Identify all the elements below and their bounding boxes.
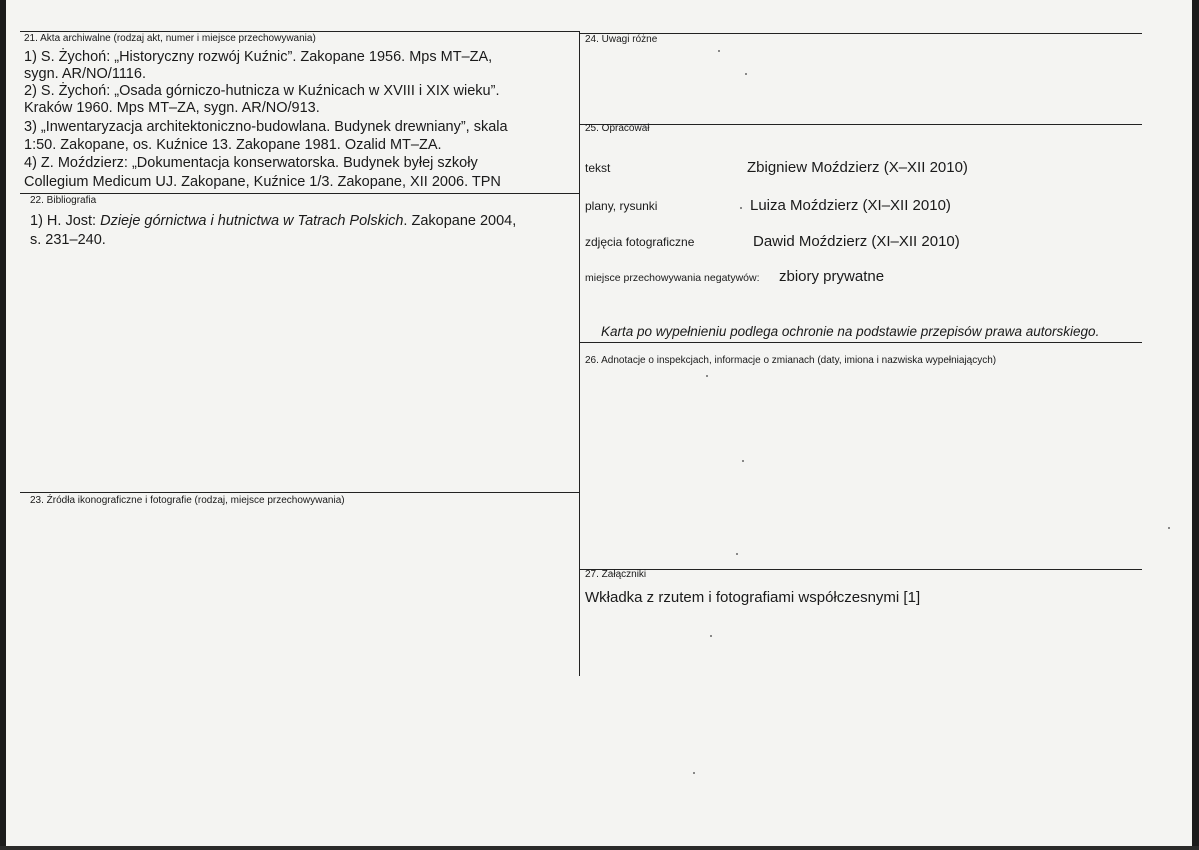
author-plans-value: Luiza Moździerz (XI–XII 2010) bbox=[750, 197, 951, 214]
scan-speck bbox=[718, 50, 720, 52]
scan-speck bbox=[740, 207, 742, 209]
section-25-label: 25. Opracował bbox=[585, 123, 650, 134]
scan-speck bbox=[706, 375, 708, 377]
section-21-line-6: 1:50. Zakopane, os. Kuźnice 13. Zakopane 1981. Ozalid MT–ZA. bbox=[24, 137, 442, 153]
author-photos-value: Dawid Moździerz (XI–XII 2010) bbox=[753, 233, 960, 250]
section-21-line-5: 3) „Inwentaryzacja architektoniczno-budowlana. Budynek drewniany”, skala bbox=[24, 119, 508, 135]
author-role-text: tekst bbox=[585, 161, 611, 175]
section-22-label: 22. Bibliografia bbox=[30, 195, 97, 206]
bibliography-entry-suffix: . Zakopane 2004, bbox=[403, 213, 517, 229]
rule-24-25 bbox=[579, 124, 1142, 125]
rule-22-23 bbox=[20, 492, 580, 493]
bibliography-entry-prefix: 1) H. Jost: bbox=[30, 213, 101, 229]
section-24-label: 24. Uwagi różne bbox=[585, 34, 658, 45]
section-21-line-7: 4) Z. Moździerz: „Dokumentacja konserwatorska. Budynek byłej szkoły bbox=[24, 155, 478, 171]
section-26-label: 26. Adnotacje o inspekcjach, informacje o zmianach (daty, imiona i nazwiska wypełniających) bbox=[585, 355, 997, 366]
scan-speck bbox=[693, 772, 695, 774]
bibliography-entry-title: Dzieje górnictwa i hutnictwa w Tatrach Polskich bbox=[100, 213, 404, 229]
section-21-line-3: 2) S. Żychoń: „Osada górniczo-hutnicza w Kuźnicach w XVIII i XIX wieku”. bbox=[24, 83, 500, 99]
scan-edge-bottom bbox=[0, 846, 1199, 850]
rule-21-22 bbox=[20, 193, 580, 194]
author-text-value: Zbigniew Moździerz (X–XII 2010) bbox=[747, 159, 968, 176]
scan-edge-left bbox=[0, 0, 6, 850]
section-21-line-8: Collegium Medicum UJ. Zakopane, Kuźnice 1/3. Zakopane, XII 2006. TPN bbox=[24, 174, 501, 190]
rule-25-26 bbox=[579, 342, 1142, 343]
author-role-plans: plany, rysunki bbox=[585, 199, 658, 213]
negatives-storage-label: miejsce przechowywania negatywów: bbox=[585, 272, 760, 284]
author-role-photos: zdjęcia fotograficzne bbox=[585, 235, 695, 249]
rule-top-right bbox=[579, 33, 1142, 34]
scan-speck bbox=[710, 635, 712, 637]
scan-speck bbox=[742, 460, 744, 462]
copyright-note: Karta po wypełnieniu podlega ochronie na podstawie przepisów prawa autorskiego. bbox=[601, 324, 1100, 339]
scan-speck bbox=[745, 73, 747, 75]
bibliography-entry-1-line-2: s. 231–240. bbox=[30, 232, 106, 248]
rule-top-left bbox=[20, 31, 580, 32]
section-21-line-1: 1) S. Żychoń: „Historyczny rozwój Kuźnic”. Zakopane 1956. Mps MT–ZA, bbox=[24, 49, 493, 65]
section-23-label: 23. Źródła ikonograficzne i fotografie (rodzaj, miejsce przechowywania) bbox=[30, 495, 345, 506]
scan-edge-right bbox=[1192, 0, 1199, 850]
section-21-line-2: sygn. AR/NO/1116. bbox=[24, 66, 146, 82]
negatives-storage-value: zbiory prywatne bbox=[779, 268, 885, 285]
scan-speck bbox=[1168, 527, 1170, 529]
section-27-label: 27. Załączniki bbox=[585, 569, 647, 580]
rule-center-vertical bbox=[579, 31, 580, 676]
section-21-label: 21. Akta archiwalne (rodzaj akt, numer i miejsce przechowywania) bbox=[24, 33, 316, 44]
attachments-value: Wkładka z rzutem i fotografiami współczesnymi [1] bbox=[585, 589, 921, 606]
bibliography-entry-1 bbox=[30, 213, 516, 230]
section-21-line-4: Kraków 1960. Mps MT–ZA, sygn. AR/NO/913. bbox=[24, 100, 320, 116]
rule-26-27 bbox=[579, 569, 1142, 570]
scan-speck bbox=[736, 553, 738, 555]
